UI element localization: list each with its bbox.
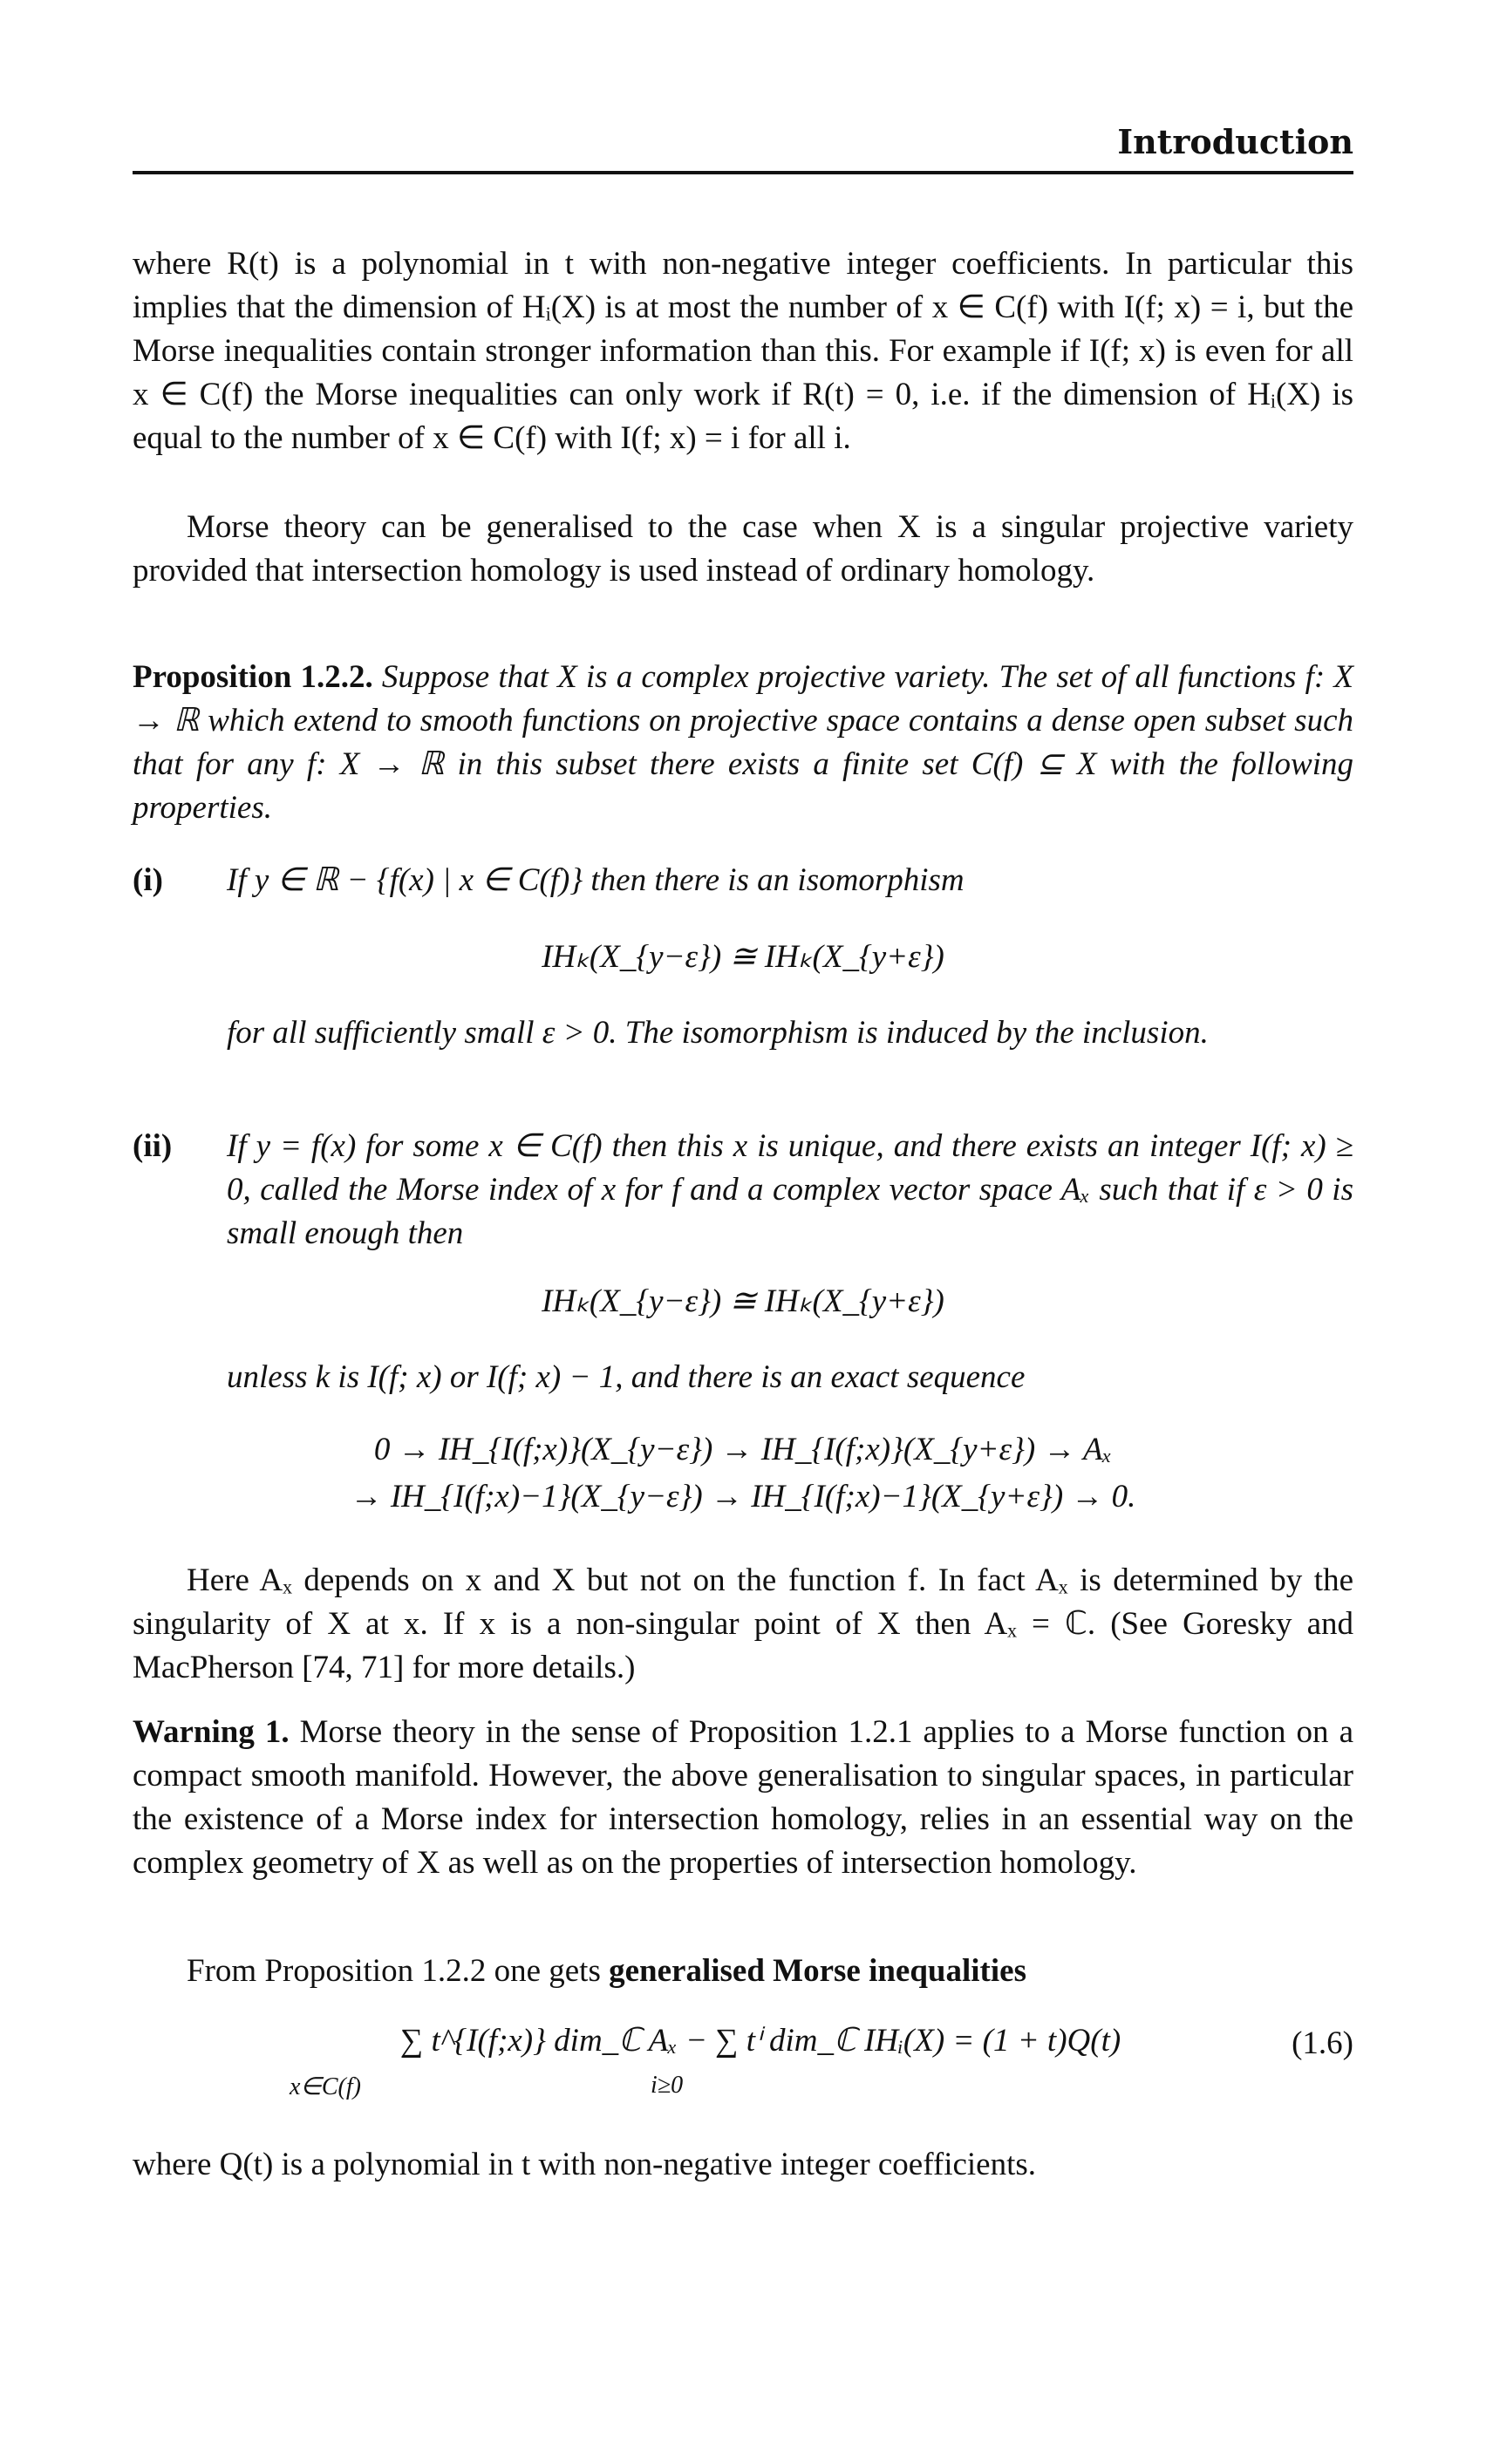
header-rule [133, 171, 1353, 174]
item-i [133, 859, 1353, 902]
item-ii-after [133, 1356, 1353, 1399]
item-ii [133, 1125, 1353, 1256]
paragraph-lead-text: From Proposition 1.2.2 one gets [187, 1953, 601, 1989]
item-i-equation: IHₖ(X_{y−ε}) ≅ IHₖ(X_{y+ε}) [542, 939, 944, 975]
proposition-statement: Suppose that X is a complex projective variety. The set of all functions f: X → ℝ which extend to smooth functions on projective space contains a dense open subset such that for any f: X → ℝ in this subset there exists a finite set C(f) ⊆ X with the following properties. [133, 659, 1353, 826]
warning-text: Morse theory in the sense of Proposition 1.2.1 applies to a Morse function on a compact smooth manifold. However, the above generalisation to singular spaces, in particular the existence of a Morse index for intersection homology, relies in an essential way on the complex geometry of X as well as on the properties of intersection homology. [133, 1714, 1353, 1881]
formula-subscript-right: i≥0 [651, 2072, 684, 2099]
item-ii-label: (ii) [133, 1128, 173, 1164]
proposition-1-2-2 [133, 656, 1353, 830]
warning-1 [133, 1711, 1353, 1885]
item-i-after [133, 1011, 1353, 1055]
item-ii-after-text: unless k is I(f; x) or I(f; x) − 1, and there is an exact sequence [227, 1359, 1026, 1395]
item-i-text: If y ∈ ℝ − {f(x) | x ∈ C(f)} then there is an isomorphism [227, 862, 965, 898]
generalised-morse-inequalities-term: generalised Morse inequalities [609, 1953, 1026, 1989]
proposition-label: Proposition 1.2.2. [133, 659, 373, 695]
paragraph-r-polynomial: where R(t) is a polynomial in t with non-negative integer coefficients. In particular this implies that the dimension of Hᵢ(X) is at most the number of x ∈ C(f) with I(f; x) = i, but the Morse inequalities contain stronger information than this. For example if I(f; x) is even for all x ∈ C(f) the Morse inequalities can only work if R(t) = 0, i.e. if the dimension of Hᵢ(X) is equal to the number of x ∈ C(f) with I(f; x) = i for all i. [133, 246, 1353, 456]
formula-main: ∑ t^{I(f;x)} dim_ℂ Aₓ − ∑ tⁱ dim_ℂ IHᵢ(X) = (1 + t)Q(t) [399, 2023, 1121, 2059]
paragraph-ax-depends: Here Aₓ depends on x and X but not on the function f. In fact Aₓ is determined by the singularity of X at x. If x is a non-singular point of X then Aₓ = ℂ. (See Goresky and MacPherson [74, 71] for more details.) [133, 1562, 1353, 1685]
warning-label: Warning 1. [133, 1714, 290, 1750]
exact-sequence-line-1: 0 → IH_{I(f;x)}(X_{y−ε}) → IH_{I(f;x)}(X_{y+ε}) → Aₓ [373, 1432, 1113, 1467]
formula-subscript-left: x∈C(f) [290, 2073, 361, 2100]
item-i-label: (i) [133, 862, 163, 898]
running-header: Introduction [1117, 122, 1353, 161]
paragraph-q-polynomial: where Q(t) is a polynomial in t with non-negative integer coefficients. [133, 2147, 1037, 2182]
item-i-after-text: for all sufficiently small ε > 0. The isomorphism is induced by the inclusion. [227, 1015, 1209, 1051]
equation-number: (1.6) [1292, 2025, 1353, 2061]
formula-1-6 [133, 2021, 1353, 2117]
item-ii-text: If y = f(x) for some x ∈ C(f) then this x is unique, and there exists an integer I(f; x) ≥ 0, called the Morse index of x for f and a complex vector space Aₓ such that if ε > 0 is small enough then [227, 1128, 1353, 1251]
paragraph-generalised-inequalities [133, 1950, 1353, 1993]
item-ii-equation: IHₖ(X_{y−ε}) ≅ IHₖ(X_{y+ε}) [542, 1283, 944, 1319]
exact-sequence-line-2: → IH_{I(f;x)−1}(X_{y−ε}) → IH_{I(f;x)−1}(X_{y+ε}) → 0. [350, 1479, 1136, 1514]
paragraph-singular-variety: Morse theory can be generalised to the case when X is a singular projective variety provided that intersection homology is used instead of ordinary homology. [133, 509, 1353, 589]
